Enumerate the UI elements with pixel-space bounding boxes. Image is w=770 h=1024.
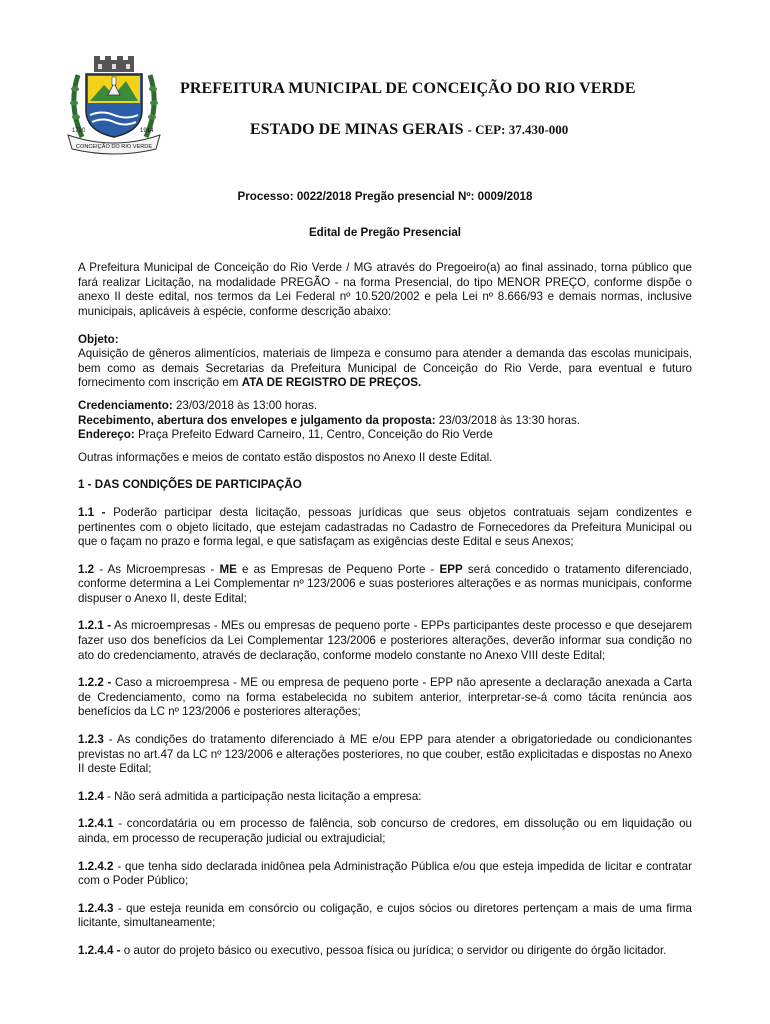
objeto-paragraph: Aquisição de gêneros alimentícios, materiais de limpeza e consumo para atender a demanda das escolas municipais, bem como as demais Secretarias da Prefeitura Municipal de Conceição do Rio Verde, para eventual e futuro fornecimento com inscrição em ATA DE REGISTRO DE PREÇOS. [78, 347, 692, 390]
svg-text:CONCEIÇÃO DO RIO VERDE: CONCEIÇÃO DO RIO VERDE [75, 144, 153, 150]
endereco-line: Endereço: Praça Prefeito Edward Carneiro, 11, Centro, Conceição do Rio Verde [78, 428, 493, 442]
process-line: Processo: 0022/2018 Pregão presencial Nº: 0009/2018 [237, 190, 533, 203]
outras-info: Outras informações e meios de contato estão dispostos no Anexo II deste Edital. [78, 450, 493, 464]
clause-1-2-4-4: 1.2.4.4 - o autor do projeto básico ou executivo, pessoa física ou jurídica; o servidor ou dirigente do órgão licitador. [78, 943, 667, 957]
coat-of-arms-logo [64, 55, 164, 155]
clause-1-2-2: 1.2.2 - Caso a microempresa - ME ou empresa de pequeno porte - EPP não apresente a declaração anexada a Carta de Credenciamento, como na forma estabelecida no subitem anterior, interpretar-se-á como tácita renúncia aos benefícios da LC nº 123/2006 e posteriores alterações; [78, 676, 693, 719]
clause-1-2-4: 1.2.4 - Não será admitida a participação nesta licitação a empresa: [78, 789, 422, 803]
clause-1-2-4-2: 1.2.4.2 - que tenha sido declarada inidônea pela Administração Pública e/ou que esteja impedida de licitar e contratar com o Poder Público; [78, 859, 692, 888]
state-name: ESTADO DE MINAS GERAIS [250, 121, 464, 138]
recebimento-line: Recebimento, abertura dos envelopes e julgamento da proposta: 23/03/2018 às 13:30 horas. [78, 413, 580, 427]
document-body [78, 190, 692, 959]
objeto-label: Objeto: [78, 332, 119, 346]
cep: - CEP: 37.430-000 [467, 122, 569, 137]
clause-1-2-3: 1.2.3 - As condições do tratamento diferenciado à ME e/ou EPP para atender a obrigatoriedade ou condicionantes previstas no art.47 da LC nº 123/2006 e alterações posteriores, no que couber, estão explicitadas e dispostas no Anexo II deste Edital; [78, 733, 692, 776]
intro-paragraph: A Prefeitura Municipal de Conceição do Rio Verde / MG através do Pregoeiro(a) ao final assinado, torna público que fará realizar Licitação, na modalidade PREGÃO - na forma Presencial, do tipo MENOR PREÇO, conforme dispõe o anexo II deste edital, nos termos da Lei Federal nº 10.520/2002 e pela Lei nº 8.666/93 e demais normas, inclusive municipais, aplicáveis à espécie, conforme descrição abaixo: [78, 261, 692, 318]
clause-1-2-1: 1.2.1 - As microempresas - MEs ou empresas de pequeno porte - EPPs participantes deste processo e que desejarem fazer uso dos benefícios da Lei Complementar 123/2006 e posteriores alterações, deverão informar sua condição no ato do credenciamento, através de declaração, conforme modelo constante no Anexo VIII deste Edital; [78, 619, 692, 662]
clause-1-1: 1.1 - Poderão participar desta licitação, pessoas jurídicas que seus objetos contratuais sejam condizentes e pertinentes com o objeto licitado, que estejam cadastradas no Cadastro de Fornecedores da Prefeitura Municipal ou que o façam no prazo e forma legal, e que satisfaçam as exigências deste Edital e seus Anexos; [78, 505, 692, 549]
svg-text:1914: 1914 [140, 128, 154, 134]
clause-1-2-4-3: 1.2.4.3 - que esteja reunida em consórcio ou coligação, e cujos sócios ou diretores pertençam a mais de uma firma licitante, simultaneamente; [78, 901, 692, 930]
section-heading: 1 - DAS CONDIÇÕES DE PARTICIPAÇÃO [78, 478, 302, 492]
clause-1-2: 1.2 - As Microempresas - ME e as Empresas de Pequeno Porte - EPP será concedido o tratamento diferenciado, conforme determina a Lei Complementar nº 123/2006 e suas posteriores alterações e as normas municipais, conforme dispuser o Anexo II, deste Edital; [78, 562, 692, 605]
edital-title: Edital de Pregão Presencial [308, 225, 462, 239]
svg-text:1720: 1720 [72, 128, 86, 134]
org-title: PREFEITURA MUNICIPAL DE CONCEIÇÃO DO RIO VERDE [180, 80, 636, 97]
state-line [250, 121, 568, 139]
clause-1-2-4-1: 1.2.4.1 - concordatária ou em processo de falência, sob concurso de credores, em dissolução ou em liquidação ou ainda, em processo de recuperação judicial ou extrajudicial; [78, 817, 692, 845]
credenciamento-line: Credenciamento: 23/03/2018 às 13:00 horas. [78, 398, 318, 412]
